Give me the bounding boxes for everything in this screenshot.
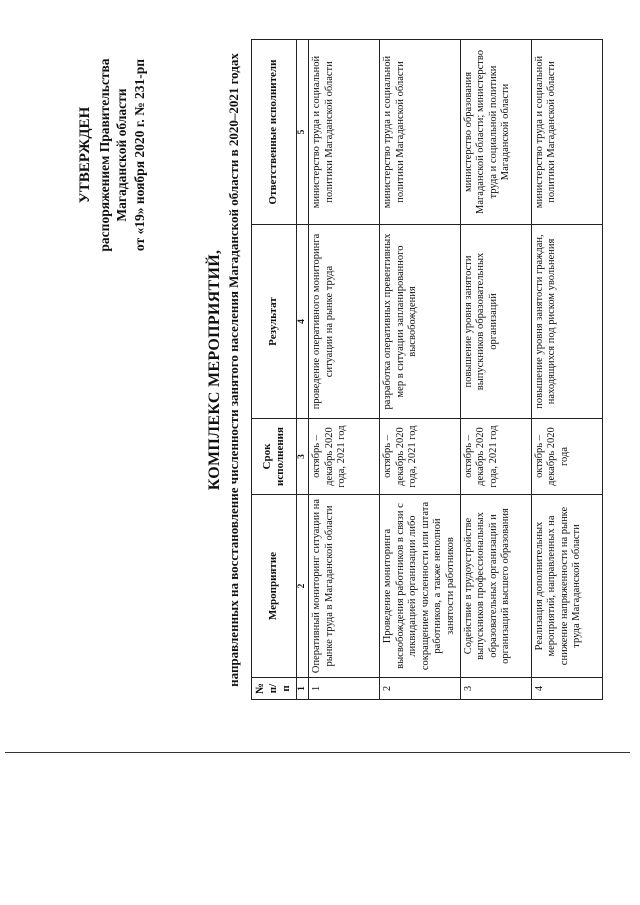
column-number-row xyxy=(296,40,308,700)
approval-line-1: распоряжением Правительства xyxy=(96,58,112,252)
row-term: октябрь – декабрь 2020 года, 2021 год xyxy=(379,419,460,495)
document-page xyxy=(56,40,583,700)
row-responsible: министерство труда и социальной политики Магаданской области xyxy=(379,40,460,225)
row-responsible: министерство образования Магаданской области; министерство труда и социальной политики Магаданской области xyxy=(460,40,531,225)
header-num: № п/п xyxy=(252,678,297,700)
page-divider-line xyxy=(5,752,630,753)
approval-line-3: от «19» ноября 2020 г. № 231-рп xyxy=(131,58,147,252)
row-measure: Реализация дополнительных мероприятий, направленных на снижение напряженности на рынке труда Магаданской области xyxy=(531,495,602,678)
column-number: 4 xyxy=(296,225,308,419)
row-number: 1 xyxy=(308,678,379,700)
table-row xyxy=(460,40,531,700)
row-term: октябрь – декабрь 2020 года xyxy=(531,419,602,495)
table-row xyxy=(379,40,460,700)
table-row xyxy=(531,40,602,700)
approval-title: УТВЕРЖДЕН xyxy=(77,106,93,204)
row-responsible: министерство труда и социальной политики Магаданской области xyxy=(308,40,379,225)
row-measure: Проведение мониторинга высвобождения работников в связи с ликвидацией организации либо сокращением численности или штата работников, а также неполной занятости работников xyxy=(379,495,460,678)
row-measure: Оперативный мониторинг ситуации на рынке труда в Магаданской области xyxy=(308,495,379,678)
header-measure: Мероприятие xyxy=(252,495,297,678)
header-responsible: Ответственные исполнители xyxy=(252,40,297,225)
column-number: 5 xyxy=(296,40,308,225)
row-responsible: министерство труда и социальной политики Магаданской области xyxy=(531,40,602,225)
row-result: разработка оперативных превентивных мер в ситуации запланированного высвобождения xyxy=(379,225,460,419)
column-number: 1 xyxy=(296,678,308,700)
column-number: 3 xyxy=(296,419,308,495)
document-title: КОМПЛЕКС МЕРОПРИЯТИЙ, xyxy=(206,249,223,491)
row-number: 4 xyxy=(531,678,602,700)
row-measure: Содействие в трудоустройстве выпускников профессиональных образовательных организаций и организаций высшего образования xyxy=(460,495,531,678)
row-result: повышение уровня занятости граждан, находящихся под риском увольнения xyxy=(531,225,602,419)
row-result: проведение оперативного мониторинга ситуации на рынке труда xyxy=(308,225,379,419)
row-result: повышение уровня занятости выпускников образовательных организаций xyxy=(460,225,531,419)
column-number: 2 xyxy=(296,495,308,678)
table-row xyxy=(308,40,379,700)
row-number: 2 xyxy=(379,678,460,700)
row-term: октябрь – декабрь 2020 года, 2021 год xyxy=(308,419,379,495)
header-result: Результат xyxy=(252,225,297,419)
measures-table xyxy=(251,39,603,700)
row-number: 3 xyxy=(460,678,531,700)
header-term: Срок исполнения xyxy=(252,419,297,495)
approval-line-2: Магаданской области xyxy=(114,88,130,222)
table-header-row xyxy=(252,40,297,700)
row-term: октябрь – декабрь 2020 года, 2021 год xyxy=(460,419,531,495)
approval-stamp xyxy=(76,55,148,255)
document-subtitle: направленных на восстановление численности занятого населения Магаданской области в 2020–2021 годах xyxy=(226,53,241,687)
document-heading xyxy=(206,40,242,700)
